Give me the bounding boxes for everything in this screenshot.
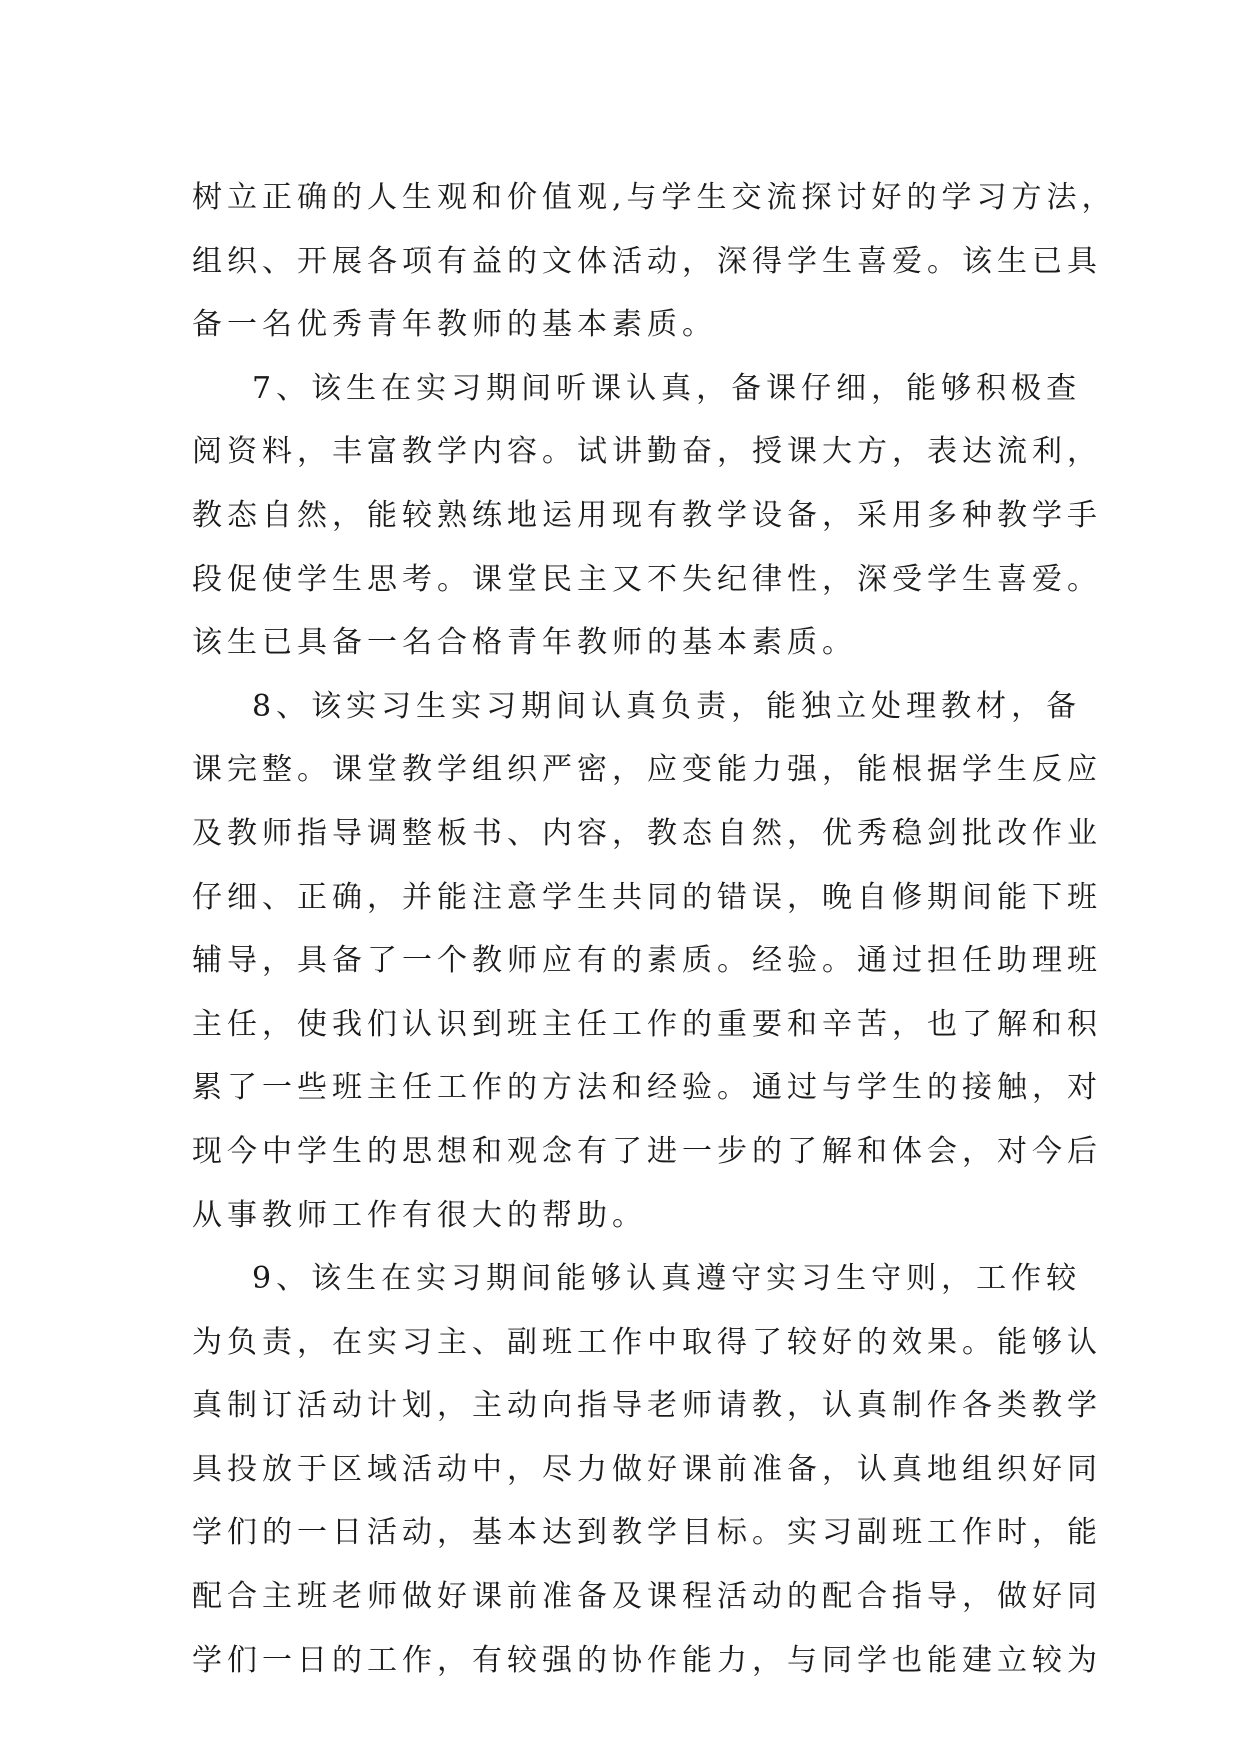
text-line: 现今中学生的思想和观念有了进一步的了解和体会，对今后 bbox=[192, 1133, 1102, 1169]
text-line: 真制订活动计划，主动向指导老师请教，认真制作各类教学 bbox=[192, 1388, 1102, 1424]
text-line: 备一名优秀青年教师的基本素质。 bbox=[192, 307, 717, 343]
paragraph-8-first-line: 8、该实习生实习期间认真负责，能独立处理教材，备 bbox=[252, 688, 1082, 724]
paragraph-7-first-line: 7、该生在实习期间听课认真，备课仔细，能够积极查 bbox=[252, 370, 1082, 406]
text-line: 主任，使我们认识到班主任工作的重要和辛苦，也了解和积 bbox=[192, 1006, 1102, 1042]
text-line: 学们的一日活动，基本达到教学目标。实习副班工作时，能 bbox=[192, 1515, 1102, 1551]
text-line: 教态自然，能较熟练地运用现有教学设备，采用多种教学手 bbox=[192, 497, 1102, 533]
text-line: 从事教师工作有很大的帮助。 bbox=[192, 1197, 647, 1233]
paragraph-9-first-line: 9、该生在实习期间能够认真遵守实习生守则，工作较 bbox=[252, 1261, 1082, 1297]
text-line: 段促使学生思考。课堂民主又不失纪律性，深受学生喜爱。 bbox=[192, 561, 1102, 597]
text-line: 仔细、正确，并能注意学生共同的错误，晚自修期间能下班 bbox=[192, 879, 1102, 915]
text-line: 为负责，在实习主、副班工作中取得了较好的效果。能够认 bbox=[192, 1324, 1102, 1360]
text-line: 该生已具备一名合格青年教师的基本素质。 bbox=[192, 625, 857, 661]
text-line: 累了一些班主任工作的方法和经验。通过与学生的接触，对 bbox=[192, 1070, 1102, 1106]
text-line: 阅资料，丰富教学内容。试讲勤奋，授课大方，表达流利， bbox=[192, 434, 1102, 470]
text-line: 配合主班老师做好课前准备及课程活动的配合指导，做好同 bbox=[192, 1579, 1102, 1615]
document-body bbox=[192, 166, 1117, 1692]
text-line: 组织、开展各项有益的文体活动，深得学生喜爱。该生已具 bbox=[192, 243, 1102, 279]
text-line: 具投放于区域活动中，尽力做好课前准备，认真地组织好同 bbox=[192, 1451, 1102, 1487]
text-line: 辅导，具备了一个教师应有的素质。经验。通过担任助理班 bbox=[192, 943, 1102, 979]
text-line: 树立正确的人生观和价值观,与学生交流探讨好的学习方法， bbox=[192, 180, 1117, 215]
text-line: 及教师指导调整板书、内容，教态自然，优秀稳剑批改作业 bbox=[192, 815, 1102, 851]
text-line: 学们一日的工作，有较强的协作能力，与同学也能建立较为 bbox=[192, 1642, 1102, 1678]
text-line: 课完整。课堂教学组织严密，应变能力强，能根据学生反应 bbox=[192, 752, 1102, 788]
